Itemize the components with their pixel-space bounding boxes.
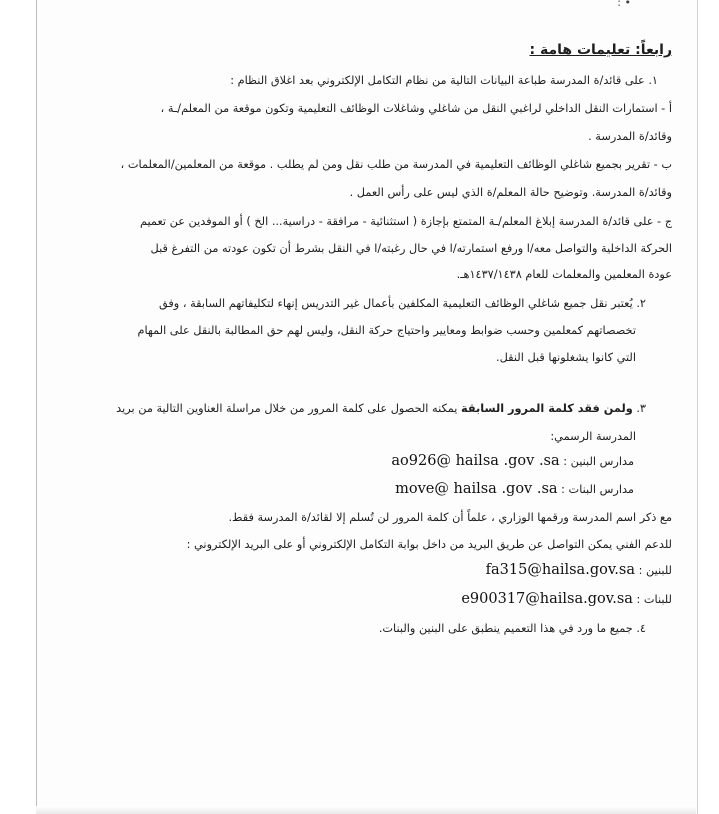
boys-label: مدارس البنين : <box>563 455 634 468</box>
girls-email-link[interactable]: move@ hailsa .gov .sa <box>395 481 558 497</box>
support-line: للدعم الفني يمكن التواصل عن طريق البريد من داخل بوابة التكامل الإلكتروني أو على البريد الإلكتروني : <box>186 538 672 551</box>
boys-support-row <box>60 562 672 579</box>
item1-a-line2: وقائد/ة المدرسة . <box>588 130 672 143</box>
top-marks: : • <box>617 0 631 9</box>
item1-c-line2: الحركة الداخلية والتواصل معه/ا ورفع استمارته/ا في حال رغبته/ا في النقل بشرط أن تكون عودته من التفرغ قبل <box>150 242 672 255</box>
girls-label: مدارس البنات : <box>561 483 634 496</box>
item1-b-line2: وقائد/ة المدرسة. وتوضيح حالة المعلم/ة الذي ليس على رأس العمل . <box>349 186 672 199</box>
item2-line3: التي كانوا يشغلونها قبل النقل. <box>496 351 636 364</box>
girls-support-row <box>60 591 672 608</box>
boys-support-label: للبنين : <box>638 564 672 577</box>
item3-rest: يمكنه الحصول على كلمة المرور من خلال مراسلة العناوين التالية من بريد <box>116 402 458 415</box>
section-heading: رابعاً: تعليمات هامة : <box>529 42 672 58</box>
item1-c-line1: ج - على قائد/ة المدرسة إبلاغ المعلم/ـة المتمتع بإجازة ( استثنائية - مرافقة - دراسية... الخ ) أو الموفدين عن تعميم <box>139 215 672 228</box>
page-bottom-shadow <box>36 806 696 814</box>
girls-support-email-link[interactable]: e900317@hailsa.gov.sa <box>461 591 633 607</box>
girls-contact-row <box>60 481 634 498</box>
item3-note: مع ذكر اسم المدرسة ورقمها الوزاري ، علماً أن كلمة المرور لن تُسلم إلا لقائد/ة المدرسة فقط. <box>228 511 672 524</box>
item2-line2: تخصصاتهم كمعلمين وحسب ضوابط ومعايير واحتياج حركة النقل، وليس لهم حق المطالبة بالنقل على المهام <box>137 324 636 337</box>
item1-b-line1: ب - تقرير بجميع شاغلي الوظائف التعليمية في المدرسة من طلب نقل ومن لم يطلب . موقعة من المعلمين/المعلمات ، <box>120 158 672 171</box>
item4-line: ٤. جميع ما ورد في هذا التعميم ينطبق على البنين والبنات. <box>378 622 646 635</box>
boys-email-link[interactable]: ao926@ hailsa .gov .sa <box>391 453 560 469</box>
item1-intro: ١. على قائد/ة المدرسة طباعة البيانات التالية من نظام التكامل الإلكتروني بعد اغلاق النظام : <box>230 74 658 87</box>
item2-line1: ٢. يُعتبر نقل جميع شاغلي الوظائف التعليمية المكلفين بأعمال غير التدريس إنهاء لتكليفاتهم السابقة ، وفق <box>158 297 646 310</box>
item3-line2: المدرسة الرسمي: <box>550 430 636 443</box>
boys-contact-row <box>60 453 634 470</box>
item3-line1 <box>60 401 646 417</box>
girls-support-label: للبنات : <box>636 593 672 606</box>
item3-bold-phrase: ولمن فقد كلمة المرور السابقة <box>461 402 633 415</box>
item3-number: ٣. <box>636 402 646 415</box>
item1-a-line1: أ - استمارات النقل الداخلي لراغبي النقل من شاغلي وشاغلات الوظائف التعليمية وتكون موقعة من المعلم/ـة ، <box>160 102 672 115</box>
boys-support-email-link[interactable]: fa315@hailsa.gov.sa <box>485 562 635 578</box>
item1-c-line3: عودة المعلمين والمعلمات للعام ١٤٣٧/١٤٣٨هـ. <box>456 268 672 281</box>
